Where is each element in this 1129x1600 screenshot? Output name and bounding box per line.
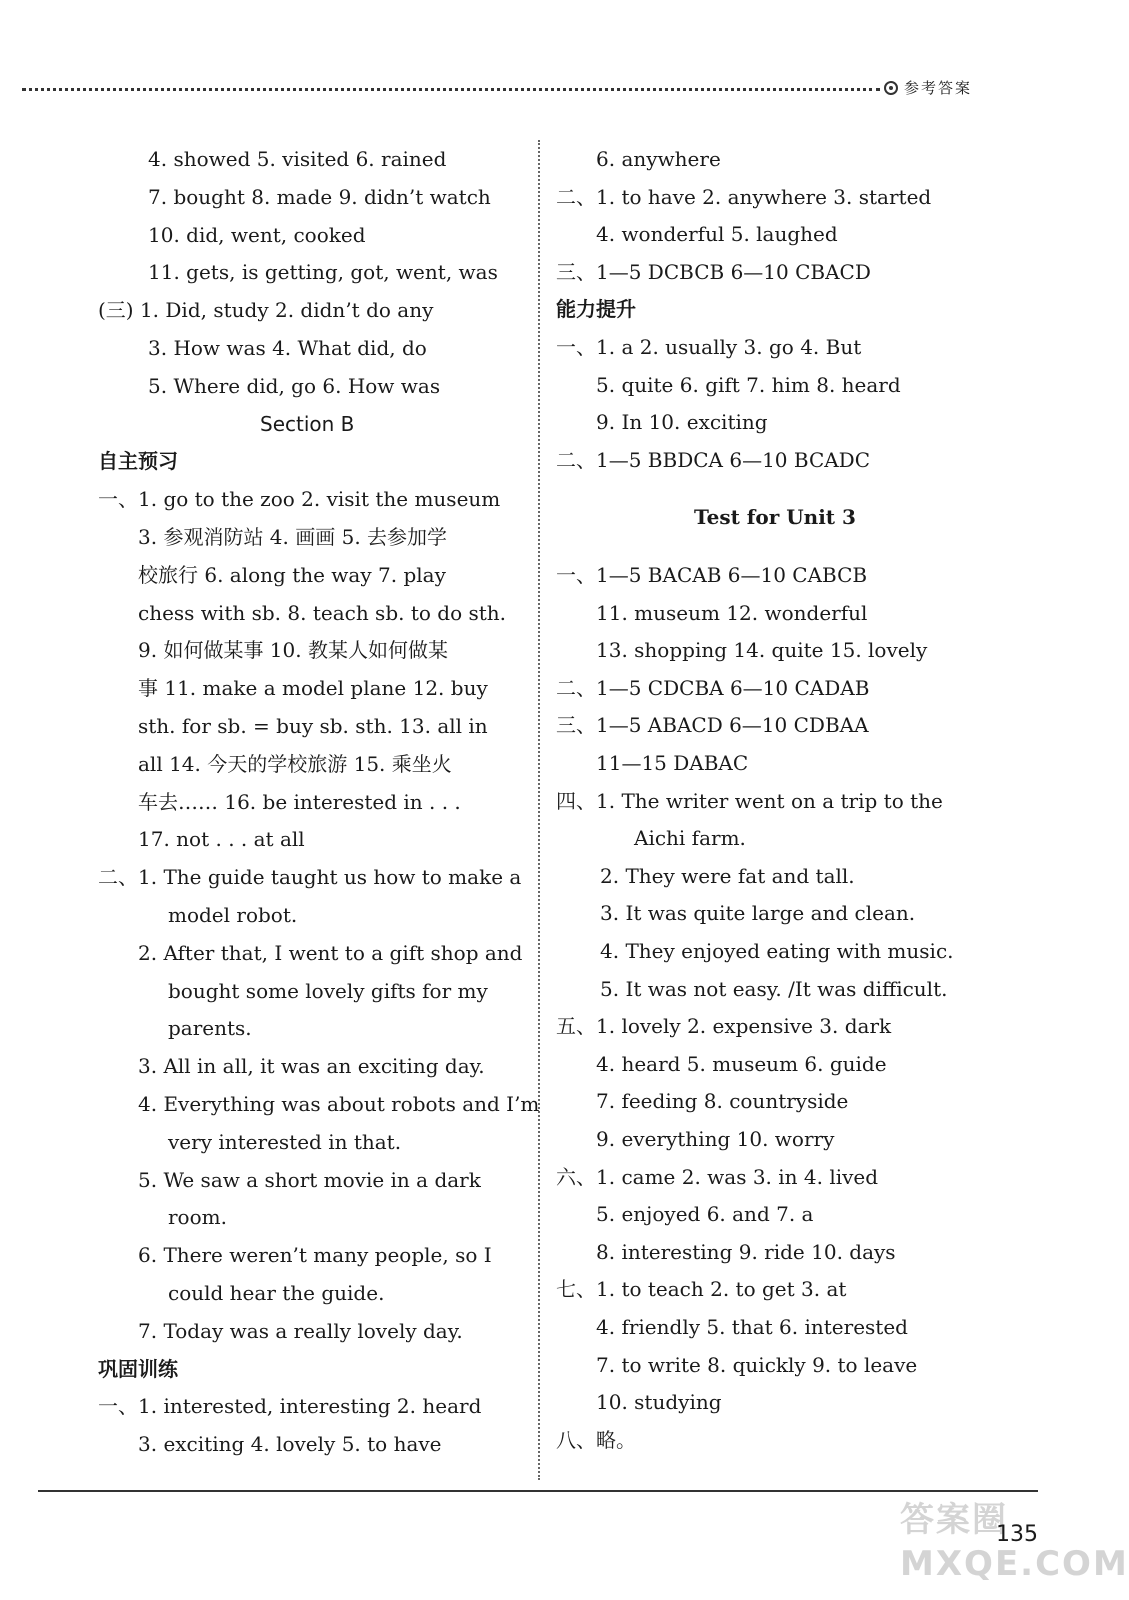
section-heading: 能力提升 — [556, 297, 636, 322]
answer-line: 11—15 DABAC — [596, 751, 749, 775]
answer-line: 4. wonderful 5. laughed — [596, 222, 838, 247]
page-header-title: 参考答案 — [904, 79, 973, 97]
answer-line: 4. showed 5. visited 6. rained — [148, 147, 447, 171]
answer-line: 7. to write 8. quickly 9. to leave — [596, 1352, 918, 1377]
answer-line: 一、1—5 BACAB 6—10 CABCB — [556, 563, 868, 587]
answer-line: could hear the guide. — [168, 1281, 385, 1305]
answer-line: 八、略。 — [556, 1427, 636, 1452]
column-divider — [538, 140, 540, 1480]
answer-line: 6. anywhere — [596, 147, 721, 171]
footer-rule — [38, 1490, 1038, 1492]
answer-line: 4. heard 5. museum 6. guide — [596, 1051, 887, 1076]
answer-line: all 14. 今天的学校旅游 15. 乘坐火 — [138, 751, 452, 776]
answer-line: 7. feeding 8. countryside — [596, 1089, 849, 1114]
answer-line: sth. for sb. = buy sb. sth. 13. all in — [138, 714, 488, 738]
answer-line: 13. shopping 14. quite 15. lovely — [596, 638, 928, 663]
answer-line: parents. — [168, 1016, 252, 1041]
section-heading: 自主预习 — [98, 449, 178, 474]
answer-line: 8. interesting 9. ride 10. days — [596, 1239, 896, 1264]
answer-line: bought some lovely gifts for my — [168, 978, 488, 1003]
header-dotted-rule — [22, 88, 880, 91]
answer-line: 五、1. lovely 2. expensive 3. dark — [556, 1014, 892, 1039]
answer-line: 9. 如何做某事 10. 教某人如何做某 — [138, 638, 448, 663]
answer-line: 3. How was 4. What did, do — [148, 336, 427, 360]
answer-line: 车去…… 16. be interested in . . . — [138, 789, 461, 814]
answer-line: 2. They were fat and tall. — [600, 863, 855, 888]
answer-line: 2. After that, I went to a gift shop and — [138, 940, 523, 965]
answer-line: 六、1. came 2. was 3. in 4. lived — [556, 1164, 879, 1189]
answer-line: 二、1—5 BBDCA 6—10 BCADC — [556, 447, 871, 472]
answer-line: very interested in that. — [168, 1129, 402, 1154]
answer-line: 4. Everything was about robots and I’m — [138, 1092, 540, 1116]
answer-line: 校旅行 6. along the way 7. play — [138, 562, 446, 587]
answer-line: model robot. — [168, 903, 298, 927]
answer-line: 9. everything 10. worry — [596, 1127, 835, 1151]
watermark: 答案圈 MXQE.COM — [900, 1500, 1129, 1584]
answer-line: 6. There weren’t many people, so I — [138, 1243, 492, 1268]
answer-line: 4. They enjoyed eating with music. — [600, 939, 954, 963]
answer-line: 5. Where did, go 6. How was — [148, 373, 441, 398]
answer-line: 二、1—5 CDCBA 6—10 CADAB — [556, 675, 870, 700]
answer-line: 三、1—5 DCBCB 6—10 CBACD — [556, 259, 871, 284]
answer-line: 一、1. go to the zoo 2. visit the museum — [98, 487, 501, 512]
answer-line: Aichi farm. — [634, 826, 746, 851]
answer-line: 三、1—5 ABACD 6—10 CDBAA — [556, 713, 869, 738]
answer-line: 9. In 10. exciting — [596, 410, 768, 435]
answer-line: 3. 参观消防站 4. 画画 5. 去参加学 — [138, 525, 448, 549]
bullseye-icon — [884, 81, 898, 95]
answer-line: (三) 1. Did, study 2. didn’t do any — [98, 298, 434, 323]
answer-line: 5. It was not easy. /It was difficult. — [600, 976, 948, 1001]
answer-line: chess with sb. 8. teach sb. to do sth. — [138, 600, 507, 625]
section-heading: 巩固训练 — [98, 1356, 178, 1381]
page-number: 135 — [996, 1522, 1038, 1547]
answer-line: 3. exciting 4. lovely 5. to have — [138, 1432, 442, 1457]
answer-line: 5. quite 6. gift 7. him 8. heard — [596, 372, 901, 397]
answer-line: 17. not . . . at all — [138, 827, 305, 852]
section-title: Section B — [260, 411, 355, 436]
answer-line: 一、1. a 2. usually 3. go 4. But — [556, 335, 862, 359]
answer-line: 11. museum 12. wonderful — [596, 600, 868, 625]
answer-line: 一、1. interested, interesting 2. heard — [98, 1394, 482, 1419]
answer-line: 10. did, went, cooked — [148, 222, 366, 247]
answer-line: 4. friendly 5. that 6. interested — [596, 1315, 908, 1339]
answer-line: 七、1. to teach 2. to get 3. at — [556, 1277, 847, 1302]
answer-line: 10. studying — [596, 1390, 722, 1415]
answer-line: 二、1. The guide taught us how to make a — [98, 865, 522, 890]
answer-line: 7. Today was a really lovely day. — [138, 1318, 463, 1343]
answer-line: 3. It was quite large and clean. — [600, 901, 916, 926]
answer-line: 11. gets, is getting, got, went, was — [148, 260, 498, 285]
section-title: Test for Unit 3 — [694, 505, 856, 530]
answer-line: 事 11. make a model plane 12. buy — [138, 676, 488, 701]
answer-line: 5. We saw a short movie in a dark — [138, 1167, 481, 1192]
answer-line: 二、1. to have 2. anywhere 3. started — [556, 184, 932, 209]
answer-line: 3. All in all, it was an exciting day. — [138, 1054, 485, 1079]
answer-line: room. — [168, 1205, 227, 1230]
answer-line: 四、1. The writer went on a trip to the — [556, 788, 943, 813]
answer-line: 7. bought 8. made 9. didn’t watch — [148, 184, 491, 209]
answer-line: 5. enjoyed 6. and 7. a — [596, 1202, 814, 1227]
